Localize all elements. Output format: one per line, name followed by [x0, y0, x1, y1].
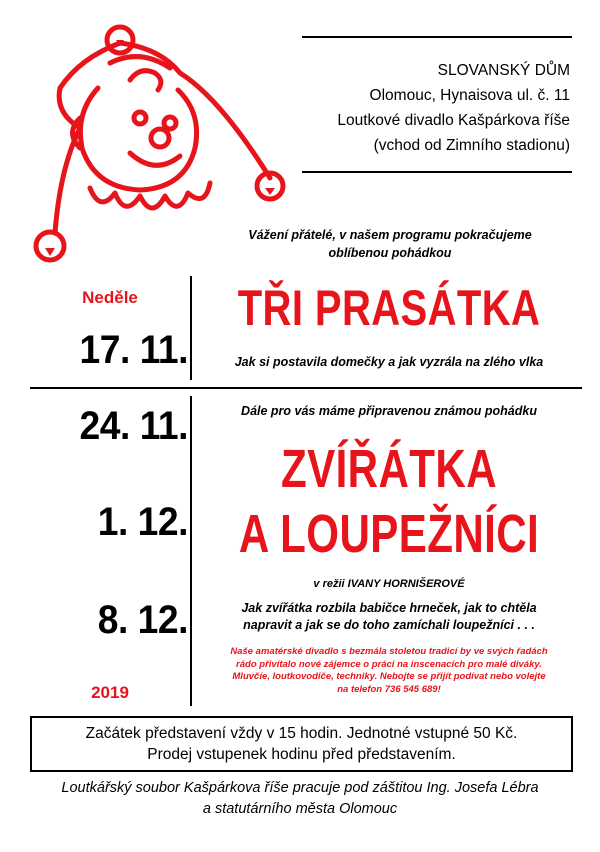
show2-intro: Dále pro vás máme připravenou známou pohádku [241, 404, 537, 418]
show2-tagline-line-1: Jak zvířátka rozbila babičce hrneček, jak to chtěla [241, 601, 537, 615]
venue-address [300, 58, 570, 158]
intro-line-2: oblíbenou pohádkou [328, 246, 452, 260]
show2-divider [190, 396, 192, 706]
show1-divider [190, 276, 192, 380]
note-line-2: rádo přivítalo nové zájemce o práci na inscenacích pro malé diváky. [236, 658, 542, 670]
show2-date-3: 8. 12. [97, 598, 188, 642]
show2-tagline-line-2: napravit a jak se do toho zamíchali loupežníci . . . [243, 618, 535, 632]
info-line-1: Začátek představení vždy v 15 hodin. Jednotné vstupné 50 Kč. [85, 725, 518, 742]
show2-date-2: 1. 12. [97, 500, 188, 544]
venue-theatre: Loutkové divadlo Kašpárkova říše [337, 112, 570, 129]
venue-top-rule [302, 36, 572, 38]
day-label: Neděle [82, 288, 138, 307]
show2-date-1: 24. 11. [79, 404, 188, 448]
year-label: 2019 [91, 683, 129, 702]
intro-line-1: Vážení přátelé, v našem programu pokračujeme [248, 228, 532, 242]
venue-bottom-rule [302, 171, 572, 173]
footer-patronage [0, 778, 600, 820]
show2-tagline [196, 600, 582, 634]
show1-title: TŘI PRASÁTKA [237, 280, 541, 336]
show2-director: v režii IVANY HORNIŠEROVÉ [313, 578, 465, 590]
intro-text [200, 226, 580, 262]
section-separator [30, 387, 582, 389]
footer-line-2: a statutárního města Olomouc [202, 801, 398, 817]
info-line-2: Prodej vstupenek hodinu před představením. [147, 746, 456, 763]
show2-title-line-2: A LOUPEŽNÍCI [238, 504, 540, 564]
note-line-3: Mluvčíe, loutkovodiče, techniky. Nebojte se přijít podívat nebo volejte [232, 671, 546, 682]
venue-street: Olomouc, Hynaisova ul. č. 11 [369, 87, 570, 104]
show1-tagline: Jak si postavila domečky a jak vyzrála na zlého vlka [234, 355, 544, 369]
show2-title-line-1: ZVÍŘÁTKA [280, 439, 498, 499]
venue-entrance: (vchod od Zimního stadionu) [373, 137, 570, 154]
info-box [30, 716, 573, 772]
note-line-4: na telefon 736 545 689! [337, 683, 441, 695]
venue-name: SLOVANSKÝ DŮM [437, 62, 570, 79]
footer-line-1: Loutkářský soubor Kašpárkova říše pracuje pod záštitou Ing. Josefa Lébra [61, 780, 539, 796]
note-line-1: Naše amatérské divadlo s bezmála stoletou tradicí by ve svých řadách [230, 646, 548, 657]
show1-date: 17. 11. [79, 328, 188, 372]
recruitment-note [196, 646, 582, 696]
